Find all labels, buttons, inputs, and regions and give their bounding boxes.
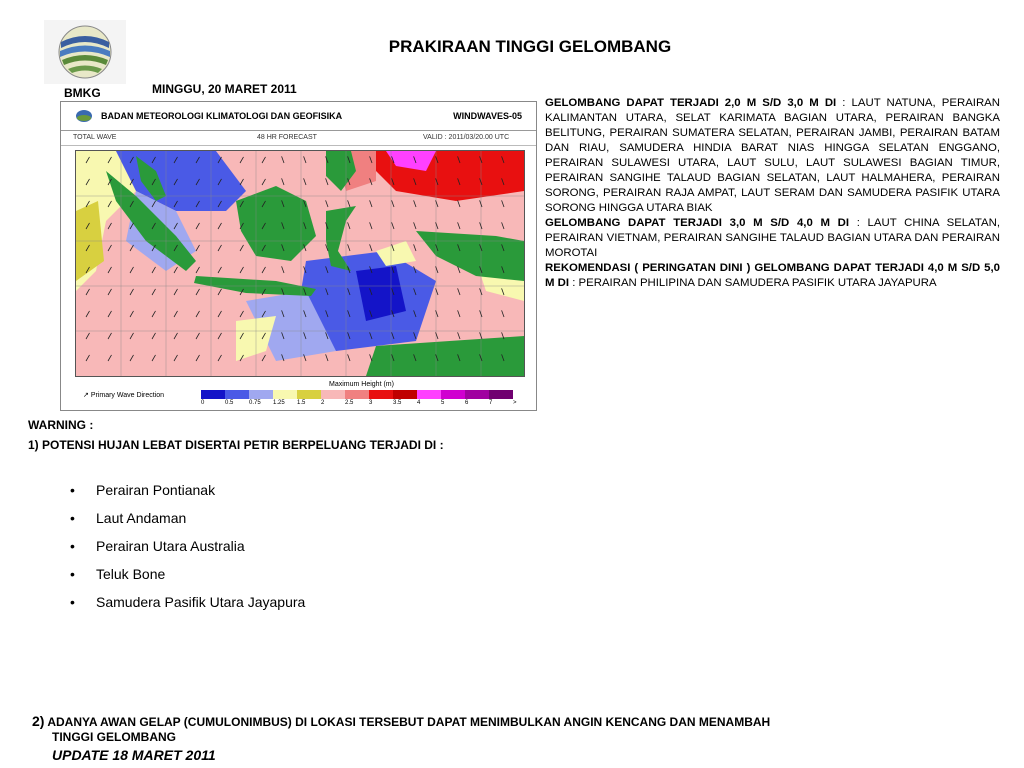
legend-color-bar	[201, 390, 513, 399]
list-item: • Perairan Pontianak	[70, 482, 305, 510]
forecast-paragraph-2: GELOMBANG DAPAT TERJADI 3,0 M S/D 4,0 M DI : LAUT CHINA SELATAN, PERAIRAN VIETNAM, PERAIRAN SANGIHE TALAUD BAGIAN UTARA DAN PERAIRAN MOROTAI	[545, 217, 1000, 259]
wave-forecast-map	[60, 101, 537, 411]
bullet-icon: •	[70, 482, 75, 498]
map-valid-time: VALID : 2011/03/20.00 UTC	[423, 134, 510, 141]
legend-swatch	[273, 390, 297, 399]
list-item: • Perairan Utara Australia	[70, 538, 305, 566]
warning-item-1: 1) POTENSI HUJAN LEBAT DISERTAI PETIR BERPELUANG TERJADI DI :	[28, 438, 444, 452]
map-subheader	[61, 131, 536, 146]
legend-tick: 2.5	[345, 400, 354, 406]
legend-swatch	[441, 390, 465, 399]
map-logo-icon	[75, 109, 93, 123]
legend-tick: 7	[489, 400, 493, 406]
legend-swatch	[249, 390, 273, 399]
legend-tick: 6	[465, 400, 469, 406]
legend-tick: 0.75	[249, 400, 261, 406]
legend-swatch	[345, 390, 369, 399]
map-total-wave: TOTAL WAVE	[73, 134, 117, 141]
list-item: • Samudera Pasifik Utara Jayapura	[70, 594, 305, 622]
legend-tick: 5	[441, 400, 445, 406]
forecast-paragraph-1: GELOMBANG DAPAT TERJADI 2,0 M S/D 3,0 M DI : LAUT NATUNA, PERAIRAN KALIMANTAN UTARA, SELAT KARIMATA BAGIAN UTARA, PERAIRAN BANGKA BELITUNG, PERAIRAN SUMATERA SELATAN, PERAIRAN JAMBI, PERAIRAN BATAM DAN RIAU, SAMUDERA HINDIA BARAT NIAS HINGGA SELATAN ENGGANO, PERAIRAN SULAWESI UTARA, LAUT SULU, LAUT SULAWESI BAGIAN TIMUR, PERAIRAN SANGIHE TALAUD BAGIAN SELATAN, LAUT HALMAHERA, PERAIRAN SORONG, PERAIRAN RAJA AMPAT, LAUT SERAM DAN SAMUDERA PASIFIK UTARA SORONG HINGGA UTARA BIAK	[545, 97, 1001, 214]
legend-swatch	[489, 390, 513, 399]
update-date: UPDATE 18 MARET 2011	[52, 747, 216, 763]
legend-title: Maximum Height (m)	[329, 381, 394, 388]
map-agency: BADAN METEOROLOGI KLIMATOLOGI DAN GEOFISIKA	[101, 111, 343, 121]
page-title: PRAKIRAAN TINGGI GELOMBANG	[388, 37, 672, 56]
bullet-icon: •	[70, 566, 75, 582]
legend-swatch	[369, 390, 393, 399]
logo-label: BMKG	[64, 86, 101, 100]
legend-tick: 3.5	[393, 400, 402, 406]
list-item: • Teluk Bone	[70, 566, 305, 594]
legend-tick: >	[513, 400, 517, 406]
map-image	[75, 150, 525, 377]
bullet-icon: •	[70, 594, 75, 610]
list-item: • Laut Andaman	[70, 510, 305, 538]
warning-location-list	[70, 482, 305, 622]
legend-tick: 3	[369, 400, 373, 406]
legend-tick: 2	[321, 400, 325, 406]
bullet-icon: •	[70, 510, 75, 526]
legend-swatch	[297, 390, 321, 399]
legend-swatch	[417, 390, 441, 399]
map-forecast-hours: 48 HR FORECAST	[257, 134, 317, 141]
map-code: WINDWAVES-05	[453, 111, 522, 121]
legend-swatch	[393, 390, 417, 399]
warning-item-2: 2) ADANYA AWAN GELAP (CUMULONIMBUS) DI LOKASI TERSEBUT DAPAT MENIMBULKAN ANGIN KENCANG DAN MENAMBAH	[32, 713, 771, 729]
forecast-paragraph-3: REKOMENDASI ( PERINGATAN DINI ) GELOMBANG DAPAT TERJADI 4,0 M S/D 5,0 M DI : PERAIRAN PHILIPINA DAN SAMUDERA PASIFIK UTARA JAYAPURA	[545, 262, 1000, 289]
bullet-icon: •	[70, 538, 75, 554]
map-header	[61, 102, 536, 131]
legend-swatch	[465, 390, 489, 399]
legend-tick: 4	[417, 400, 421, 406]
map-legend	[61, 379, 536, 409]
warning-item-2-continued: TINGGI GELOMBANG	[52, 730, 176, 744]
legend-swatch	[225, 390, 249, 399]
legend-tick: 0	[201, 400, 205, 406]
primary-wave-direction-legend: ↗ Primary Wave Direction	[83, 392, 165, 399]
legend-ticks	[201, 400, 531, 408]
legend-tick: 1.25	[273, 400, 285, 406]
legend-swatch	[321, 390, 345, 399]
warning-title: WARNING :	[28, 418, 94, 432]
legend-swatch	[201, 390, 225, 399]
forecast-text	[545, 96, 1000, 291]
legend-tick: 0.5	[225, 400, 234, 406]
legend-tick: 1.5	[297, 400, 306, 406]
forecast-date: MINGGU, 20 MARET 2011	[152, 82, 297, 96]
